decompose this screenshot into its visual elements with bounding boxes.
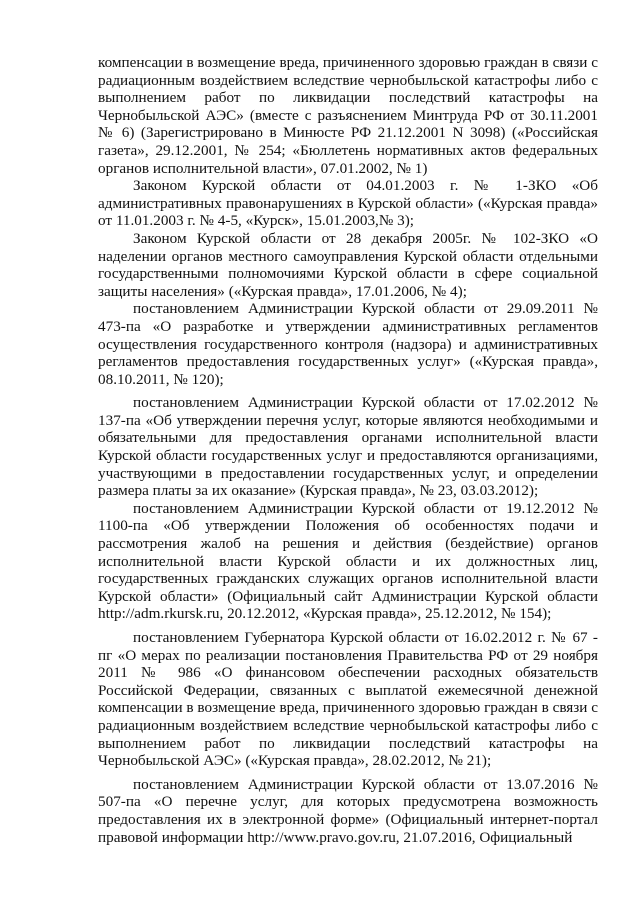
paragraph-resolution-1100-pa: постановлением Администрации Курской области от 19.12.2012 № 1100-па «Об утверждении Положения об особенностях подачи и рассмотрения жалоб на решения и действия (бездействие) органов исполнительной власти Курской области и их должностных лиц, государственных гражданских служащих органов исполнительной власти Курской области» (Официальный сайт Администрации Курской области http://adm.rkursk.ru, 20.12.2012, «Курская правда», 25.12.2012, № 154); <box>98 499 598 623</box>
paragraph-law-102-zko: Законом Курской области от 28 декабря 2005г. № 102-ЗКО «О наделении органов местного самоуправления Курской области отдельными государственными полномочиями Курской области в сфере социальной защиты населения» («Курская правда», 17.01.2006, № 4); <box>98 229 598 300</box>
paragraph-compensation-continuation: компенсации в возмещение вреда, причиненного здоровью граждан в связи с радиационным воздействием вследствие чернобыльской катастрофы либо с выполнением работ по ликвидации последствий катастрофы на Чернобыльской АЭС» (вместе с разъяснением Минтруда РФ от 30.11.2001 № 6) (Зарегистрировано в Минюсте РФ 21.12.2001 N 3098) («Российская газета», 29.12.2001, № 254; «Бюллетень нормативных актов федеральных органов исполнительной власти», 07.01.2002, № 1) <box>98 54 598 177</box>
paragraph-resolution-67-pg: постановлением Губернатора Курской области от 16.02.2012 г. № 67 - пг «О мерах по реализации постановления Правительства РФ от 29 ноября 2011 № 986 «О финансовом обеспечении расходных обязательств Российской Федерации, связанных с выплатой ежемесячной денежной компенсации в возмещение вреда, причиненного здоровью граждан в связи с радиационным воздействием вследствие чернобыльской катастрофы либо с выполнением работ по ликвидации последствий катастрофы на Чернобыльской АЭС» («Курская правда», 28.02.2012, № 21); <box>98 629 598 770</box>
document-page <box>98 54 598 846</box>
paragraph-resolution-137-pa: постановлением Администрации Курской области от 17.02.2012 № 137-па «Об утверждении перечня услуг, которые являются необходимыми и обязательными для предоставления органами исполнительной власти Курской области государственных услуг и предоставляются организациями, участвующими в предоставлении государственных услуг, и определении размера платы за их оказание» (Курская правда», № 23, 03.03.2012); <box>98 394 598 500</box>
paragraph-law-1-zko: Законом Курской области от 04.01.2003 г. № 1-ЗКО «Об административных правонарушениях в Курской области» («Курская правда» от 11.01.2003 г. № 4-5, «Курск», 15.01.2003,№ 3); <box>98 177 598 230</box>
paragraph-resolution-507-pa: постановлением Администрации Курской области от 13.07.2016 № 507-па «О перечне услуг, для которых предусмотрена возможность предоставления их в электронной форме» (Официальный интернет-портал правовой информации http://www.pravo.gov.ru, 21.07.2016, Официальный <box>98 775 598 846</box>
paragraph-resolution-473-pa: постановлением Администрации Курской области от 29.09.2011 № 473-па «О разработке и утверждении административных регламентов осуществления государственного контроля (надзора) и административных регламентов предоставления государственных услуг» («Курская правда», 08.10.2011, № 120); <box>98 300 598 388</box>
